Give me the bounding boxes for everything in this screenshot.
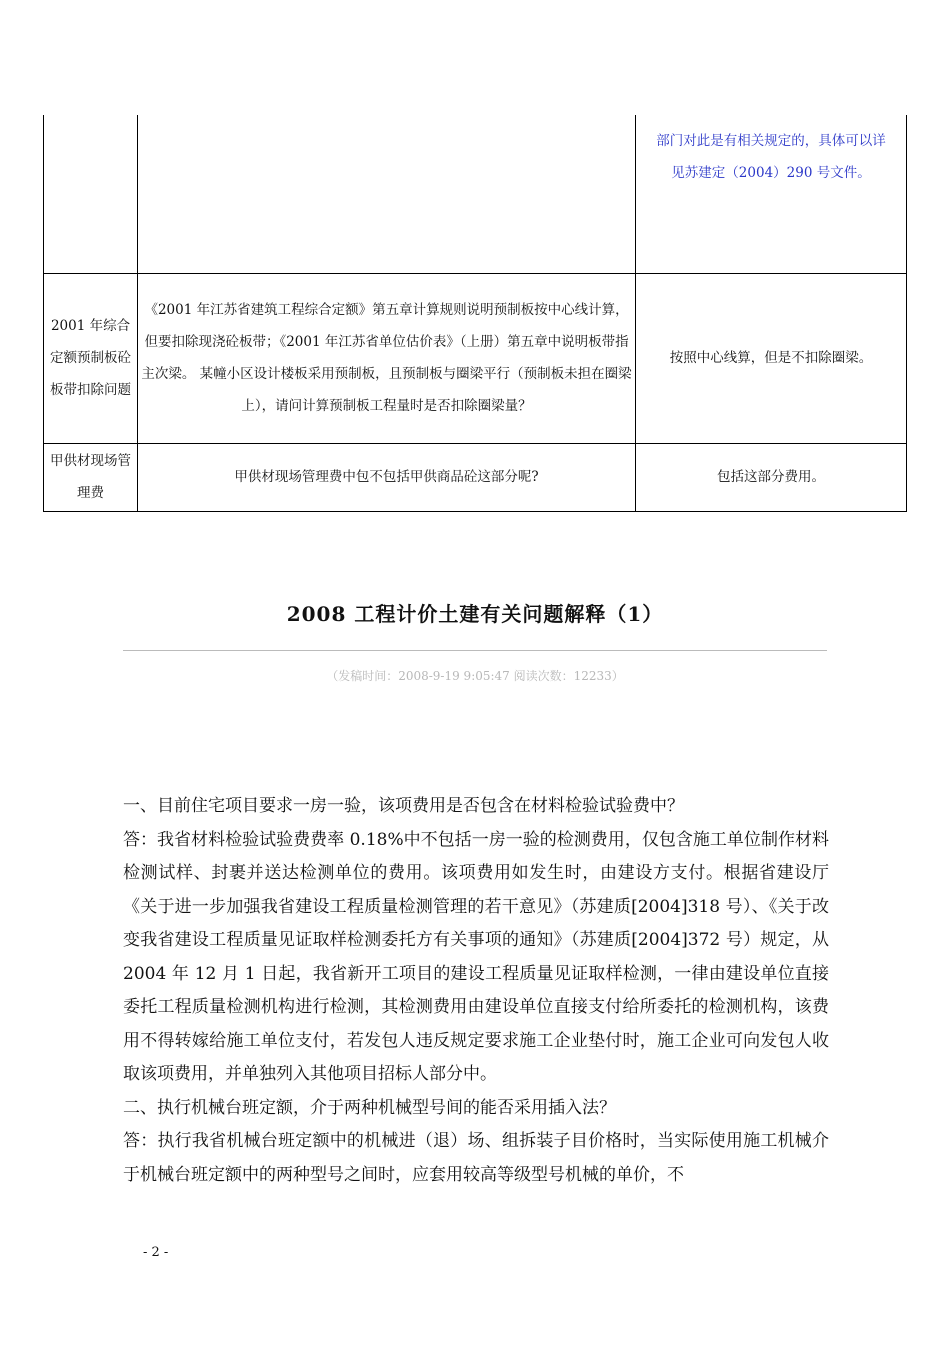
- article-meta: （发稿时间：2008-9-19 9:05:47 阅读次数：12233）: [326, 669, 624, 683]
- table-row: [44, 443, 907, 511]
- topic-cell: [44, 115, 138, 273]
- question-cell: [138, 115, 636, 273]
- question-cell: 甲供材现场管理费中包不包括甲供商品砼这部分呢?: [138, 443, 636, 511]
- answer-cell: 包括这部分费用。: [636, 443, 907, 511]
- article-title: 2008 工程计价土建有关问题解释（1）: [286, 602, 664, 626]
- table-row: [44, 115, 907, 273]
- title-divider: [123, 650, 827, 651]
- page-number: - 2 -: [143, 1245, 169, 1260]
- article-body: [123, 790, 829, 1192]
- answer-cell: 按照中心线算，但是不扣除圈梁。: [636, 273, 907, 443]
- answer-line: 见苏建定（2004）290 号文件。: [671, 165, 871, 181]
- qa-table: [43, 115, 907, 512]
- paragraph: 答：执行我省机械台班定额中的机械进（退）场、组拆装子目价格时，当实际使用施工机械介于机械台班定额中的两种型号之间时，应套用较高等级型号机械的单价，不: [123, 1131, 829, 1185]
- paragraph: 二、执行机械台班定额，介于两种机械型号间的能否采用插入法？: [123, 1097, 616, 1118]
- paragraph: 答：我省材料检验试验费费率 0.18%中不包括一房一验的检测费用，仅包含施工单位制作材料检测试样、封裹并送达检测单位的费用。该项费用如发生时，由建设方支付。根据省建设厅《关于进一步加强我省建设工程质量检测管理的若干意见》（苏建质[2004]318 号）、《关于改变我省建设工程质量见证取样检测委托方有关事项的通知》（苏建质[2004]372 号）规定，从 2004 年 12 月 1 日起，我省新开工项目的建设工程质量见证取样检测，一律由建设单位直接委托工程质量检测机构进行检测，其检测费用由建设单位直接支付给所委托的检测机构，该费用不得转嫁给施工单位支付，若发包人违反规定要求施工企业垫付时，施工企业可向发包人收取该项费用，并单独列入其他项目招标人部分中。: [123, 829, 829, 1084]
- topic-cell: 2001 年综合定额预制板砼板带扣除问题: [44, 273, 138, 443]
- answer-line: 部门对此是有相关规定的，具体可以详: [656, 133, 886, 149]
- question-cell: 《2001 年江苏省建筑工程综合定额》第五章计算规则说明预制板按中心线计算，但要扣除现浇砼板带；《2001 年江苏省单位估价表》（上册）第五章中说明板带指主次梁。 某幢小区设计楼板采用预制板，且预制板与圈梁平行（预制板未担在圈梁上），请问计算预制板工程量时是否扣除圈梁量？: [138, 273, 636, 443]
- answer-cell: [636, 115, 907, 273]
- topic-cell: 甲供材现场管理费: [44, 443, 138, 511]
- table-row: [44, 273, 907, 443]
- paragraph: 一、目前住宅项目要求一房一验，该项费用是否包含在材料检验试验费中？: [123, 796, 684, 816]
